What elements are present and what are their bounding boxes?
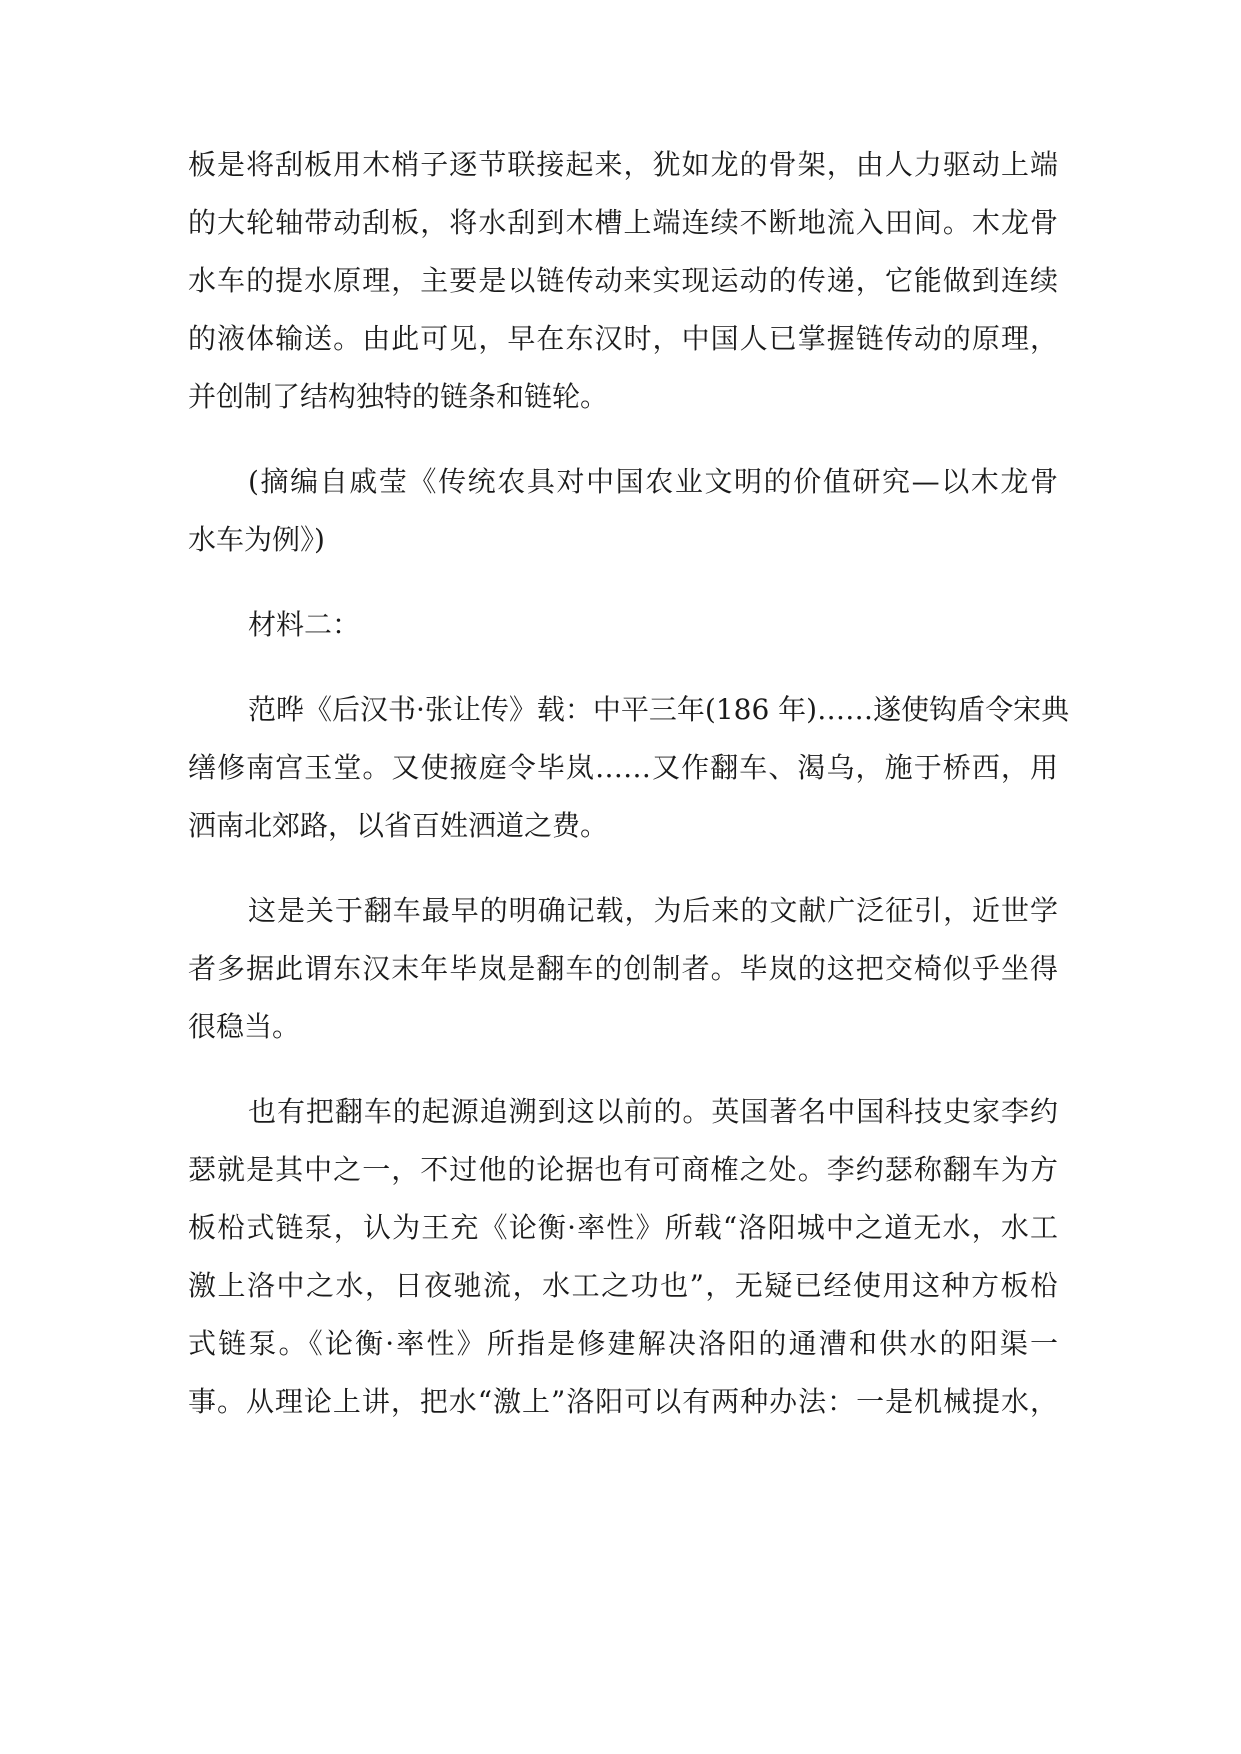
text-line: 洒南北郊路，以省百姓洒道之费。 xyxy=(188,809,609,842)
section-heading: 材料二： xyxy=(248,608,361,641)
text-line: 水车的提水原理，主要是以链传动来实现运动的传递，它能做到连续 xyxy=(188,264,1058,297)
text-line: 事。从理论上讲，把水“激上”洛阳可以有两种办法：一是机械提水， xyxy=(188,1385,1058,1418)
text-line: 范晔《后汉书·张让传》载：中平三年(186 年)……遂使钩盾令宋典 xyxy=(248,693,1070,726)
text-line: 的大轮轴带动刮板，将水刮到木槽上端连续不断地流入田间。木龙骨 xyxy=(188,206,1058,239)
text-line: 者多据此谓东汉末年毕岚是翻车的创制者。毕岚的这把交椅似乎坐得 xyxy=(188,952,1058,985)
text-line: 的液体输送。由此可见，早在东汉时，中国人已掌握链传动的原理， xyxy=(188,322,1058,355)
text-line: (摘编自戚莹《传统农具对中国农业文明的价值研究—以木龙骨 xyxy=(248,465,1058,498)
text-line: 水车为例》) xyxy=(188,523,325,556)
text-line: 式链泵。《论衡·率性》所指是修建解决洛阳的通漕和供水的阳渠一 xyxy=(188,1327,1058,1360)
text-line: 并创制了结构独特的链条和链轮。 xyxy=(188,380,609,413)
text-line: 这是关于翻车最早的明确记载，为后来的文献广泛征引，近世学 xyxy=(248,894,1058,927)
text-line: 瑟就是其中之一，不过他的论据也有可商榷之处。李约瑟称翻车为方 xyxy=(188,1153,1058,1186)
text-line: 板是将刮板用木梢子逐节联接起来，犹如龙的骨架，由人力驱动上端 xyxy=(188,148,1058,181)
text-line: 板柗式链泵，认为王充《论衡·率性》所载“洛阳城中之道无水，水工 xyxy=(188,1211,1058,1244)
text-line: 很稳当。 xyxy=(188,1010,301,1043)
text-line: 缮修南宫玉堂。又使掖庭令毕岚……又作翻车、渴乌，施于桥西，用 xyxy=(188,751,1058,784)
text-line: 激上洛中之水，日夜驰流，水工之功也”，无疑已经使用这种方板柗 xyxy=(188,1269,1058,1302)
text-line: 也有把翻车的起源追溯到这以前的。英国著名中国科技史家李约 xyxy=(248,1095,1058,1128)
